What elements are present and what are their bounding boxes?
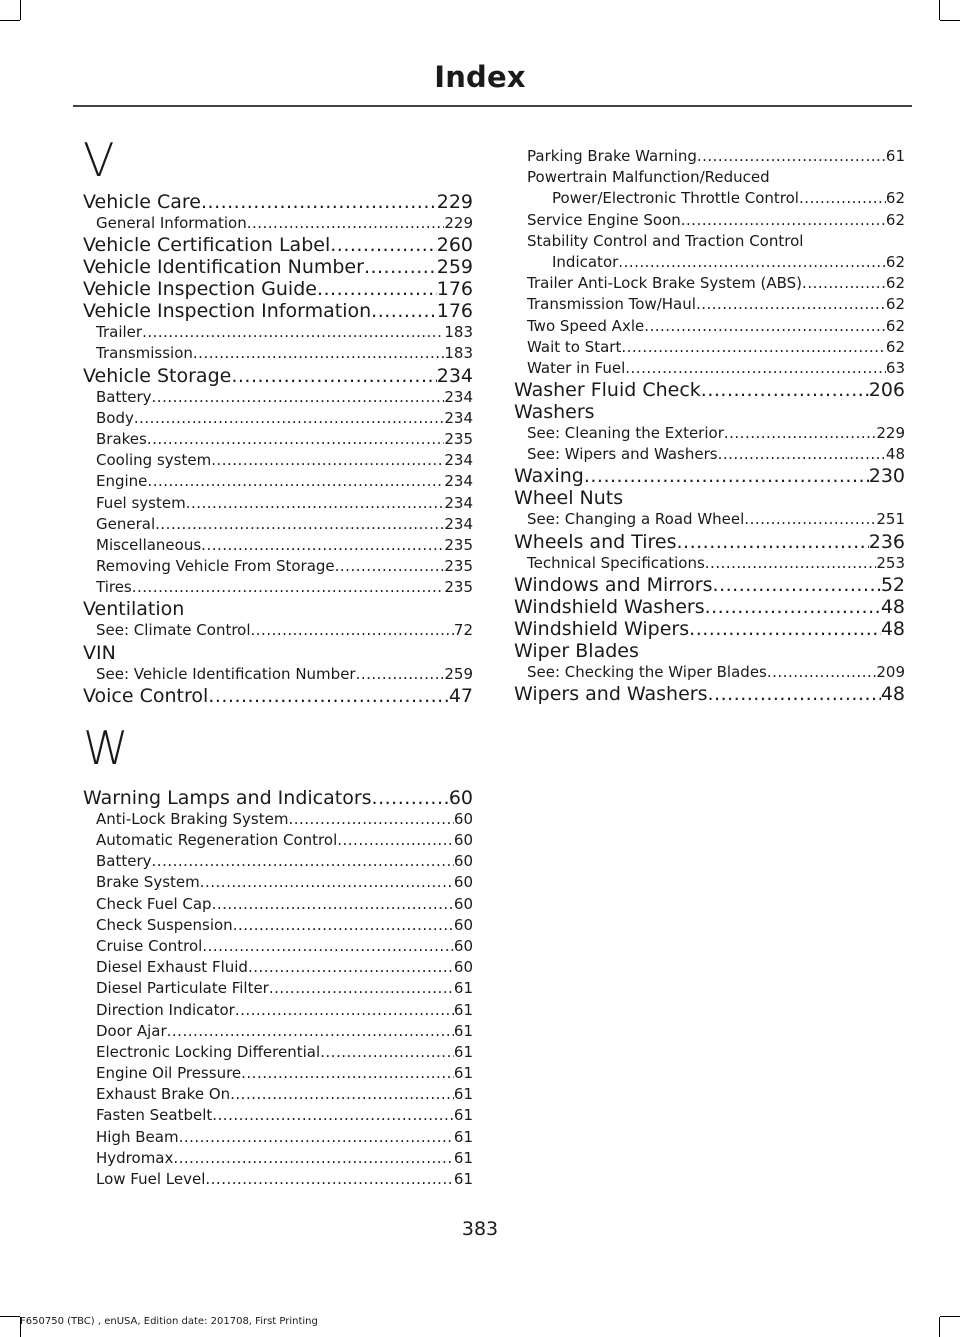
index-page-ref: 234 xyxy=(444,451,473,470)
index-page-ref: 61 xyxy=(453,1085,473,1104)
index-subentry-label: See: Checking the Wiper Blades xyxy=(527,662,767,681)
dot-leader xyxy=(147,429,445,450)
index-subentry-label: Automatic Regeneration Control xyxy=(96,831,338,849)
crop-mark xyxy=(939,1317,940,1337)
index-subentry-label: Removing Vehicle From Storage xyxy=(96,557,335,576)
index-subentry xyxy=(83,872,473,893)
index-page-ref: 63 xyxy=(885,358,905,377)
page-number: 383 xyxy=(461,1218,499,1240)
index-entry-label: Windshield Washers xyxy=(514,595,705,618)
dot-leader xyxy=(317,278,437,300)
index-page-ref: 234 xyxy=(436,364,473,387)
index-subentry xyxy=(83,1148,473,1169)
index-subentry xyxy=(514,294,905,315)
index-subentry-label: Brake System xyxy=(96,873,200,892)
index-subentry-label: Tires xyxy=(96,578,132,597)
index-subentry-label: See: Cleaning the Exterior xyxy=(527,424,724,443)
index-page-ref: 60 xyxy=(453,809,473,828)
dot-leader xyxy=(247,213,445,234)
dot-leader xyxy=(241,1063,454,1084)
index-section-letter: V xyxy=(83,133,115,187)
dot-leader xyxy=(269,978,454,999)
dot-leader xyxy=(713,574,881,596)
index-subentry-label: Engine Oil Pressure xyxy=(96,1064,242,1083)
index-subentry xyxy=(83,851,473,872)
dot-leader xyxy=(644,316,886,337)
dot-leader xyxy=(320,1042,454,1063)
index-entry xyxy=(514,465,905,487)
index-subentry-label: Check Suspension xyxy=(96,915,233,934)
index-entry-label: Vehicle Care xyxy=(83,191,201,213)
index-page-ref: 183 xyxy=(444,344,473,363)
dot-leader xyxy=(201,535,444,556)
index-page-ref: 61 xyxy=(453,979,473,998)
index-subentry xyxy=(83,894,473,915)
dot-leader xyxy=(584,465,869,487)
index-entry-label: Vehicle Inspection Information xyxy=(83,300,372,323)
index-subentry-label: Brakes xyxy=(96,429,147,448)
index-entry xyxy=(514,379,905,401)
index-subentry xyxy=(83,450,473,471)
dot-leader xyxy=(701,379,869,401)
dot-leader xyxy=(767,662,876,683)
index-entry-label: Waxing xyxy=(514,465,584,488)
index-subentry-label: Technical Specifications xyxy=(527,553,705,572)
index-subentry xyxy=(83,387,473,408)
index-subentry-label: See: Vehicle Identification Number xyxy=(96,664,356,683)
index-subentry-label: Trailer Anti-Lock Brake System (ABS) xyxy=(527,274,803,293)
index-subentry-label: Low Fuel Level xyxy=(96,1170,206,1188)
index-subentry xyxy=(514,662,905,683)
index-subentry xyxy=(514,337,905,358)
index-page-ref: 176 xyxy=(436,300,473,323)
crop-mark xyxy=(0,1316,20,1317)
dot-leader xyxy=(697,146,886,167)
footer-edition-text: F650750 (TBC) , enUSA, Edition date: 201708, First Printing xyxy=(20,1316,318,1327)
index-page-ref: 48 xyxy=(885,445,905,464)
index-subentry xyxy=(514,358,905,379)
index-page-ref: 206 xyxy=(868,379,905,402)
index-subentry xyxy=(83,978,473,999)
index-subentry xyxy=(514,252,905,273)
index-subentry-label: Indicator xyxy=(552,252,619,271)
index-subentry-label: Parking Brake Warning xyxy=(527,147,697,165)
index-subentry-label: Battery xyxy=(96,852,152,871)
index-entry xyxy=(514,683,905,705)
dot-leader xyxy=(705,596,881,618)
index-subentry xyxy=(514,316,905,337)
index-entry xyxy=(83,234,473,256)
index-page-ref: 234 xyxy=(444,408,473,427)
index-subentry-label: General xyxy=(96,514,156,533)
index-page-ref: 62 xyxy=(885,189,905,208)
dot-leader xyxy=(212,1105,454,1126)
dot-leader xyxy=(705,553,877,574)
index-subentry xyxy=(83,1105,473,1126)
index-entry-label: Voice Control xyxy=(83,684,209,707)
dot-leader xyxy=(621,337,886,358)
index-page-ref: 235 xyxy=(444,429,473,448)
index-entry-label: Ventilation xyxy=(83,598,185,621)
index-subentry xyxy=(514,444,905,465)
index-subentry xyxy=(83,957,473,978)
index-subentry-label: Direction Indicator xyxy=(96,1000,235,1019)
index-page-ref: 235 xyxy=(444,557,473,576)
dot-leader xyxy=(625,358,886,379)
index-page-ref: 229 xyxy=(444,214,473,232)
index-entry xyxy=(83,300,473,322)
index-section-letter: W xyxy=(83,720,129,775)
index-page-ref: 229 xyxy=(436,191,473,213)
index-subentry-label: High Beam xyxy=(96,1127,179,1146)
dot-leader xyxy=(335,556,445,577)
dot-leader xyxy=(802,273,886,294)
index-page-ref: 62 xyxy=(885,274,905,293)
index-page-ref: 48 xyxy=(880,683,905,705)
index-entry xyxy=(514,640,905,662)
index-subentry-label: Service Engine Soon xyxy=(527,210,681,229)
index-subentry-label: Cooling system xyxy=(96,451,212,470)
index-subentry-label: Engine xyxy=(96,472,148,491)
dot-leader xyxy=(689,618,881,640)
index-subentry-label: Wait to Start xyxy=(527,337,622,356)
dot-leader xyxy=(677,531,869,553)
index-entry xyxy=(514,618,905,640)
crop-mark xyxy=(940,1316,960,1317)
index-page-ref: 236 xyxy=(868,530,905,553)
index-subentry xyxy=(514,273,905,294)
dot-leader xyxy=(186,493,445,514)
dot-leader xyxy=(233,915,454,936)
dot-leader xyxy=(134,408,444,429)
index-subentry xyxy=(83,1084,473,1105)
index-page-ref: 72 xyxy=(453,621,473,640)
index-subentry xyxy=(83,1000,473,1021)
dot-leader xyxy=(708,683,881,705)
index-subentry xyxy=(83,1042,473,1063)
index-page-ref: 48 xyxy=(880,595,905,618)
dot-leader xyxy=(248,957,454,978)
index-entry-label: Vehicle Certification Label xyxy=(83,234,331,257)
index-page-ref: 60 xyxy=(453,852,473,871)
index-page-ref: 176 xyxy=(436,278,473,301)
index-page-ref: 61 xyxy=(453,1106,473,1125)
index-subentry-label: Miscellaneous xyxy=(96,535,202,554)
index-page-ref: 62 xyxy=(885,295,905,314)
index-subentry-label: Battery xyxy=(96,387,152,406)
index-page-ref: 62 xyxy=(885,252,905,271)
index-subentry xyxy=(83,408,473,429)
dot-leader xyxy=(356,664,445,685)
dot-leader xyxy=(251,620,454,641)
index-page-ref: 52 xyxy=(880,573,905,596)
index-subentry xyxy=(83,429,473,450)
index-subentry xyxy=(514,553,905,574)
dot-leader xyxy=(744,509,876,530)
dot-leader xyxy=(205,1169,454,1190)
index-page-ref: 260 xyxy=(436,234,473,257)
index-subentry xyxy=(83,936,473,957)
index-page-ref: 209 xyxy=(876,662,905,681)
index-subentry-label: Anti-Lock Braking System xyxy=(96,809,289,828)
index-entry xyxy=(83,365,473,387)
index-column-left xyxy=(83,133,473,1190)
index-entry-label: Washer Fluid Check xyxy=(514,379,701,402)
index-subentry-label: Hydromax xyxy=(96,1148,174,1167)
index-entry-label: Warning Lamps and Indicators xyxy=(83,786,372,809)
dot-leader xyxy=(152,387,445,408)
index-subentry xyxy=(83,915,473,936)
index-page-ref: 230 xyxy=(868,465,905,488)
crop-mark xyxy=(0,20,20,21)
index-entry-label: Wiper Blades xyxy=(514,639,639,662)
index-page-ref: 60 xyxy=(453,936,473,955)
index-entry xyxy=(514,574,905,596)
index-page-ref: 61 xyxy=(453,1170,473,1188)
index-subentry xyxy=(514,188,905,209)
index-subentry-label: Fasten Seatbelt xyxy=(96,1106,213,1125)
index-subentry-label: Cruise Control xyxy=(96,936,203,955)
index-page-ref: 47 xyxy=(448,684,473,707)
dot-leader xyxy=(371,300,437,322)
crop-mark xyxy=(939,0,940,20)
index-page-ref: 259 xyxy=(444,664,473,683)
index-entry xyxy=(83,787,473,809)
index-subentry-label: Electronic Locking Differential xyxy=(96,1042,321,1061)
index-subentry-label: Transmission xyxy=(96,344,193,363)
index-subentry xyxy=(83,664,473,685)
index-entry xyxy=(514,531,905,553)
index-subentry xyxy=(83,1127,473,1148)
index-subentry-label: Fuel system xyxy=(96,493,186,512)
index-entry-label: Vehicle Identification Number xyxy=(83,256,364,279)
index-subentry xyxy=(514,423,905,444)
dot-leader xyxy=(718,444,886,465)
index-subentry xyxy=(83,809,473,830)
index-subentry-label: Power/Electronic Throttle Control xyxy=(552,189,799,208)
index-page-ref: 61 xyxy=(453,1042,473,1061)
index-subentry xyxy=(83,343,473,364)
index-subentry-label: General Information xyxy=(96,214,247,232)
dot-leader xyxy=(193,343,444,364)
dot-leader xyxy=(288,809,453,830)
index-page-ref: 253 xyxy=(876,553,905,572)
index-page-ref: 229 xyxy=(876,424,905,443)
index-page-ref: 60 xyxy=(453,873,473,892)
index-subentry xyxy=(514,146,905,167)
index-entry xyxy=(83,642,473,664)
index-subentry xyxy=(83,1169,473,1190)
index-entry-label: Washers xyxy=(514,401,595,424)
index-subentry-label: Exhaust Brake On xyxy=(96,1085,231,1104)
index-subentry xyxy=(83,514,473,535)
index-page-ref: 60 xyxy=(453,958,473,977)
index-page-ref: 61 xyxy=(453,1000,473,1019)
index-subentry-label: See: Climate Control xyxy=(96,621,251,640)
index-entry xyxy=(83,256,473,278)
dot-leader xyxy=(167,1021,454,1042)
index-entry-label: Vehicle Storage xyxy=(83,364,232,387)
index-subentry xyxy=(83,213,473,234)
index-subentry xyxy=(514,210,905,231)
index-column-right xyxy=(514,146,905,705)
index-subentry xyxy=(83,493,473,514)
dot-leader xyxy=(155,514,444,535)
dot-leader xyxy=(330,234,437,256)
index-subentry xyxy=(83,322,473,343)
index-entry-label: Windows and Mirrors xyxy=(514,573,713,596)
dot-leader xyxy=(235,1000,454,1021)
index-entry xyxy=(83,278,473,300)
dot-leader xyxy=(132,577,445,598)
crop-mark xyxy=(20,0,21,20)
dot-leader xyxy=(364,256,437,278)
index-subentry-label: Door Ajar xyxy=(96,1021,167,1040)
index-page-ref: 60 xyxy=(453,915,473,934)
index-entry-label: Windshield Wipers xyxy=(514,617,690,640)
index-entry xyxy=(514,596,905,618)
index-page-ref: 259 xyxy=(436,256,473,279)
dot-leader xyxy=(208,685,449,707)
dot-leader xyxy=(230,1084,454,1105)
index-subentry-label: Body xyxy=(96,408,134,427)
index-subentry-label: Diesel Particulate Filter xyxy=(96,979,269,998)
page-title: Index xyxy=(434,60,526,94)
dot-leader xyxy=(152,851,454,872)
dot-leader xyxy=(696,294,886,315)
index-entry-label: Wheels and Tires xyxy=(514,530,677,553)
index-page-ref: 61 xyxy=(453,1064,473,1083)
index-subentry xyxy=(83,471,473,492)
index-entry xyxy=(83,598,473,620)
index-subentry-text: Powertrain Malfunction/Reduced xyxy=(527,168,770,187)
dot-leader xyxy=(142,322,444,343)
dot-leader xyxy=(211,450,444,471)
index-subentry xyxy=(83,577,473,598)
index-subentry xyxy=(83,620,473,641)
dot-leader xyxy=(201,191,437,213)
index-entry-label: Vehicle Inspection Guide xyxy=(83,278,317,301)
index-subentry-label: Water in Fuel xyxy=(527,358,626,377)
index-subentry xyxy=(83,830,473,851)
index-page-ref: 62 xyxy=(885,316,905,335)
dot-leader xyxy=(618,252,886,273)
dot-leader xyxy=(337,830,454,851)
dot-leader xyxy=(212,894,454,915)
index-subentry-label: See: Wipers and Washers xyxy=(527,445,718,464)
dot-leader xyxy=(724,423,876,444)
dot-leader xyxy=(372,787,449,809)
index-page-ref: 62 xyxy=(885,210,905,229)
dot-leader xyxy=(147,471,444,492)
index-page-ref: 251 xyxy=(876,510,905,529)
index-subentry-label: Transmission Tow/Haul xyxy=(527,295,696,314)
index-subentry-label: Diesel Exhaust Fluid xyxy=(96,958,248,977)
index-entry xyxy=(83,191,473,213)
dot-leader xyxy=(681,210,886,231)
index-entry xyxy=(514,487,905,509)
index-page-ref: 234 xyxy=(444,493,473,512)
index-subentry xyxy=(83,1021,473,1042)
dot-leader xyxy=(173,1148,454,1169)
index-page-ref: 62 xyxy=(885,337,905,356)
crop-mark xyxy=(940,20,960,21)
dot-leader xyxy=(200,872,454,893)
index-entry-label: Wheel Nuts xyxy=(514,487,624,510)
index-page-ref: 234 xyxy=(444,472,473,491)
index-subentry-label: Two Speed Axle xyxy=(527,316,645,335)
index-page-ref: 48 xyxy=(880,617,905,640)
index-page-ref: 60 xyxy=(453,894,473,913)
dot-leader xyxy=(179,1127,454,1148)
index-page-ref: 234 xyxy=(444,514,473,533)
index-page-ref: 234 xyxy=(444,387,473,406)
index-page-ref: 61 xyxy=(453,1127,473,1146)
index-page-ref: 61 xyxy=(885,147,905,165)
index-subentry-label: Check Fuel Cap xyxy=(96,894,212,913)
title-divider xyxy=(73,105,912,107)
index-page-ref: 183 xyxy=(444,323,473,342)
dot-leader xyxy=(202,936,454,957)
index-subentry xyxy=(514,509,905,530)
index-subentry xyxy=(83,556,473,577)
dot-leader xyxy=(231,365,436,387)
index-page-ref: 60 xyxy=(448,786,473,809)
index-page-ref: 60 xyxy=(453,831,473,849)
index-page-ref: 61 xyxy=(453,1021,473,1040)
index-subentry-label: Trailer xyxy=(96,323,143,342)
index-subentry-text: Stability Control and Traction Control xyxy=(527,231,804,250)
dot-leader xyxy=(799,188,886,209)
index-entry xyxy=(83,685,473,707)
index-page-ref: 61 xyxy=(453,1148,473,1167)
index-entry-label: VIN xyxy=(83,641,116,664)
index-subentry-label: See: Changing a Road Wheel xyxy=(527,510,745,529)
index-subentry xyxy=(83,1063,473,1084)
index-subentry xyxy=(83,535,473,556)
index-page-ref: 235 xyxy=(444,535,473,554)
index-entry-label: Wipers and Washers xyxy=(514,683,708,705)
index-entry xyxy=(514,401,905,423)
index-page-ref: 235 xyxy=(444,578,473,597)
